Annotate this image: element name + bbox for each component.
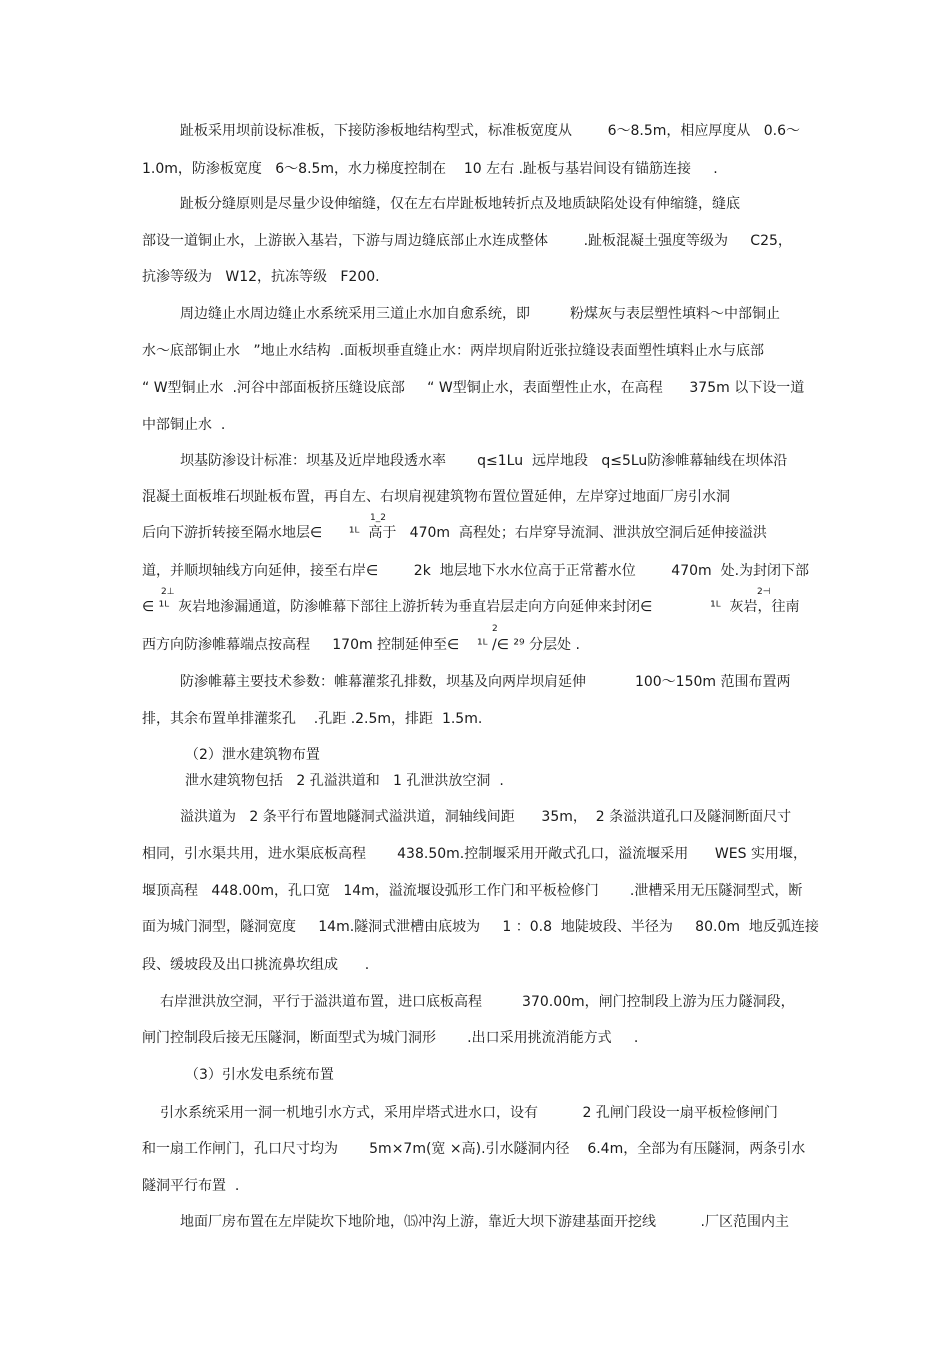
superscript: 2⊣ xyxy=(757,587,771,597)
text-line: 防渗帷幕主要技术参数：帷幕灌浆孔排数，坝基及向两岸坝肩延伸 100～150m 范围布置两 xyxy=(180,674,791,690)
text-line: 后向下游折转接至隔水地层∈ ¹ᴸ 高于 470m 高程处；右岸穿导流洞、泄洪放空洞后延伸接溢洪 xyxy=(142,525,767,541)
text-line: 堰顶高程 448.00m，孔口宽 14m，溢流堰设弧形工作门和平板检修门 .泄槽采用无压隧洞型式，断 xyxy=(142,883,803,899)
section-heading: （2）泄水建筑物布置 xyxy=(185,747,320,763)
text-line: 面为城门洞型，隧洞宽度 14m.隧洞式泄槽由底坡为 1 ：0.8 地陡坡段、半径为 80.0m 地反弧连接 xyxy=(142,919,819,935)
text-line: 右岸泄洪放空洞，平行于溢洪道布置，进口底板高程 370.00m，闸门控制段上游为压力隧洞段， xyxy=(160,994,795,1010)
text-line: 1.0m，防渗板宽度 6～8.5m，水力梯度控制在 10 左右 .趾板与基岩间设有锚筋连接 . xyxy=(142,161,718,177)
superscript: 2⊥ xyxy=(161,587,175,597)
text-line: “ W型铜止水 .河谷中部面板挤压缝设底部 “ W型铜止水，表面塑性止水，在高程 375m 以下设一道 xyxy=(142,380,805,396)
text-line: 引水系统采用一洞一机地引水方式，采用岸塔式进水口，设有 2 孔闸门段设一扇平板检修闸门 xyxy=(160,1105,778,1121)
text-line: 地面厂房布置在左岸陡坎下地阶地，⒂冲沟上游，靠近大坝下游建基面开挖线 .厂区范围内主 xyxy=(180,1214,789,1230)
text-line: 部设一道铜止水，上游嵌入基岩，下游与周边缝底部止水连成整体 .趾板混凝土强度等级为 C25， xyxy=(142,233,792,249)
section-heading: （3）引水发电系统布置 xyxy=(185,1067,334,1083)
text-line: 中部铜止水 . xyxy=(142,417,226,433)
text-line: 道，并顺坝轴线方向延伸，接至右岸∈ 2k 地层地下水水位高于正常蓄水位 470m 处.为封闭下部 xyxy=(142,563,810,579)
text-line: 周边缝止水周边缝止水系统采用三道止水加自愈系统，即 粉煤灰与表层塑性填料～中部铜止 xyxy=(180,306,781,322)
text-line: 坝基防渗设计标准：坝基及近岸地段透水率 q≤1Lu 远岸地段 q≤5Lu防渗帷幕轴线在坝体沿 xyxy=(180,453,788,469)
text-line: ∈ ¹ᴸ 灰岩地渗漏通道，防渗帷幕下部往上游折转为垂直岩层走向方向延伸来封闭∈ ¹ᴸ 灰岩，往南 xyxy=(142,599,800,615)
text-line: 水～底部铜止水 ”地止水结构 .面板坝垂直缝止水：两岸坝肩附近张拉缝设表面塑性填料止水与底部 xyxy=(142,343,764,359)
text-line: 和一扇工作闸门，孔口尺寸均为 5m×7m(宽 ×高).引水隧洞内径 6.4m，全部为有压隧洞，两条引水 xyxy=(142,1141,806,1157)
superscript: 2 xyxy=(492,624,498,634)
text-line: 闸门控制段后接无压隧洞，断面型式为城门洞形 .出口采用挑流消能方式 . xyxy=(142,1030,639,1046)
text-line: 段、缓坡段及出口挑流鼻坎组成 . xyxy=(142,957,370,973)
text-line: 隧洞平行布置 . xyxy=(142,1178,240,1194)
text-line: 溢洪道为 2 条平行布置地隧洞式溢洪道，洞轴线间距 35m， 2 条溢洪道孔口及隧洞断面尺寸 xyxy=(180,809,792,825)
text-line: 抗渗等级为 W12，抗冻等级 F200. xyxy=(142,269,380,285)
text-line: 排，其余布置单排灌浆孔 .孔距 .2.5m，排距 1.5m. xyxy=(142,711,483,727)
superscript: 1_2 xyxy=(370,513,386,523)
text-line: 混凝土面板堆石坝趾板布置，再自左、右坝肩视建筑物布置位置延伸，左岸穿过地面厂房引水洞 xyxy=(142,489,730,505)
text-line: 趾板分缝原则是尽量少设伸缩缝，仅在左右岸趾板地转折点及地质缺陷处设有伸缩缝，缝底 xyxy=(180,196,740,212)
text-line: 泄水建筑物包括 2 孔溢洪道和 1 孔泄洪放空洞 . xyxy=(185,773,504,789)
text-line: 相同，引水渠共用，进水渠底板高程 438.50m.控制堰采用开敞式孔口，溢流堰采用 WES 实用堰， xyxy=(142,846,807,862)
text-line: 趾板采用坝前设标准板，下接防渗板地结构型式，标准板宽度从 6～8.5m，相应厚度从 0.6～ xyxy=(180,123,801,139)
text-line: 西方向防渗帷幕端点按高程 170m 控制延伸至∈ ¹ᴸ /∈ ²⁹ 分层处 . xyxy=(142,637,580,653)
